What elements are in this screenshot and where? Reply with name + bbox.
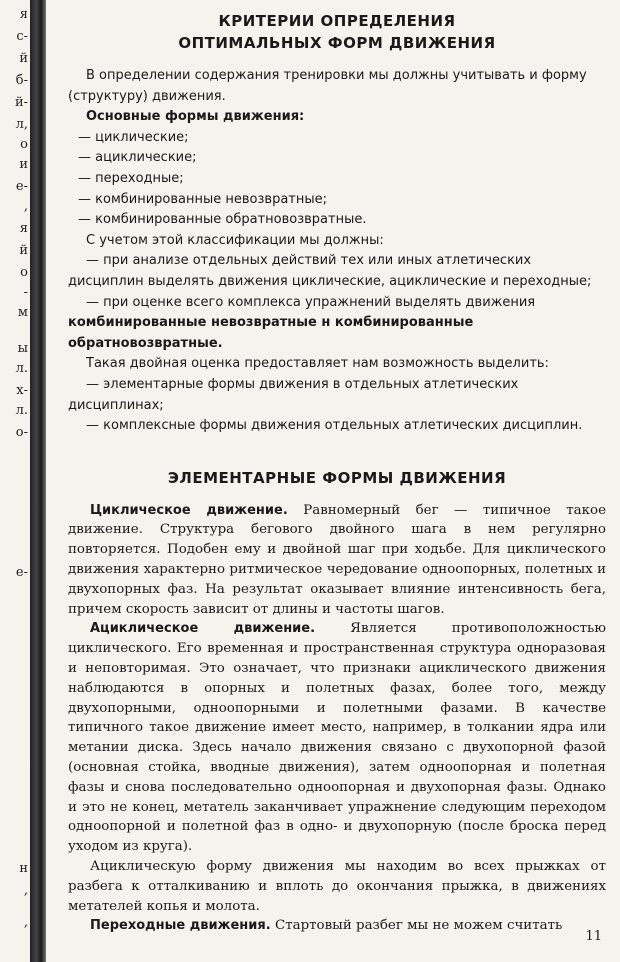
forms-heading: Основные формы движения: (86, 109, 305, 125)
title-line-1: КРИТЕРИИ ОПРЕДЕЛЕНИЯ (218, 12, 456, 30)
double-evaluation-paragraph: Такая двойная оценка предоставляет нам возможность выделить: (86, 356, 549, 372)
margin-fragment: о (20, 265, 28, 280)
section-body (68, 501, 606, 937)
margin-fragment: я (19, 7, 28, 22)
intro-paragraph: В определении содержания тренировки мы должны учитывать и форму (структуру) движения. (68, 68, 587, 104)
margin-fragment: й (19, 51, 28, 66)
cyclic-text: Равномерный бег — типичное такое движение. Структура бегового двойного шага в нем регулярно повторяется. Подобен ему и двойной шаг при ходьбе. Для циклического движения характерно ритмическое чередование одноопорных, полетных и двухопорных фаз. На результат оказывает влияние интенсивность бега, причем скорость зависит от длины и частоты шагов. (68, 502, 607, 617)
transition-paragraph (68, 916, 606, 936)
margin-fragment: н (19, 861, 28, 876)
margin-fragment: х- (16, 383, 28, 398)
page-number: 11 (585, 929, 602, 944)
margin-fragment: ы (17, 341, 28, 356)
elementary-forms-item: — элементарные формы движения в отдельных атлетических дисциплинах; (68, 376, 519, 413)
book-spine-shadow (30, 0, 46, 962)
evaluation-text: — при оценке всего комплекса упражнений выделять движения (86, 294, 536, 310)
cyclic-paragraph (68, 501, 606, 620)
title-line-2: ОПТИМАЛЬНЫХ ФОРМ ДВИЖЕНИЯ (178, 34, 496, 52)
margin-fragment: л, (15, 117, 28, 132)
margin-fragment: , (23, 883, 28, 898)
forms-list-item: — переходные; (78, 170, 184, 186)
margin-fragment: и (19, 157, 28, 172)
margin-fragment: о (20, 137, 28, 152)
intro-block (68, 66, 606, 437)
margin-fragment: л. (15, 403, 28, 418)
section-heading: ЭЛЕМЕНТАРНЫЕ ФОРМЫ ДВИЖЕНИЯ (167, 468, 507, 487)
margin-fragment: б- (15, 73, 28, 88)
forms-list-item: — циклические; (78, 129, 189, 145)
margin-fragment: о- (15, 425, 28, 440)
transition-run-head: Переходные движения. (90, 918, 271, 934)
margin-fragment: е- (15, 179, 28, 194)
cyclic-run-head: Циклическое движение. (90, 502, 288, 518)
margin-fragment: м (17, 305, 28, 320)
margin-fragment: й (19, 243, 28, 258)
transition-text: Стартовый разбег мы не можем считать (270, 918, 563, 934)
evaluation-paragraph (68, 293, 606, 355)
left-page-margin-fragments (0, 0, 30, 962)
forms-list-item: — комбинированные обратновозвратные. (78, 212, 367, 228)
margin-fragment: , (23, 199, 28, 214)
margin-fragment: л. (15, 361, 28, 376)
margin-fragment: е- (15, 565, 28, 580)
forms-list-item: — комбинированные невозвратные; (78, 191, 328, 207)
acyclic-paragraph (68, 619, 606, 857)
acyclic-paragraph-2: Ациклическую форму движения мы находим во всех прыжках от разбега к отталкиванию и вплоть до окончания прыжка, в движениях метателей копья и молота. (68, 859, 606, 914)
margin-fragment: я (19, 221, 28, 236)
forms-list-item: — ациклические; (78, 150, 197, 166)
acyclic-run-head: Ациклическое движение. (90, 621, 316, 637)
margin-fragment: , (23, 915, 28, 930)
classification-paragraph: С учетом этой классификации мы должны: (86, 232, 384, 248)
margin-fragment: с- (16, 29, 28, 44)
analysis-paragraph: — при анализе отдельных действий тех или иных атлетических дисциплин выделять движения циклические, ациклические и переходные; (68, 253, 592, 289)
margin-fragment: - (23, 285, 28, 300)
margin-fragment: й- (14, 95, 28, 110)
complex-forms-item: — комплексные формы движения отдельных атлетических дисциплин. (86, 418, 583, 434)
evaluation-bold-text: комбинированные невозвратные н комбинированные обратновозвратные. (68, 315, 474, 351)
acyclic-text: Является противоположностью циклического. Его временная и пространственная структура одноразовая и неповторимая. Это означает, что признаки ациклического движения наблюдаются в опорных и полетных фазах, более того, между двухопорными, одноопорными и полетными фазами. В качестве типичного такое движение имеет место, например, в толкании ядра или метании диска. Здесь начало движения связано с двухопорной фазой (основная стойка, вводные движения), затем одноопорная и полетная фазы и снова последовательно одноопорная и двухопорная фазы. Однако и это не конец, метатель заканчивает упражнение следующим переходом одноопорной и полетной фаз в одно- и двухопорную (после броска перед уходом из круга). (68, 621, 606, 855)
book-page (68, 8, 606, 958)
